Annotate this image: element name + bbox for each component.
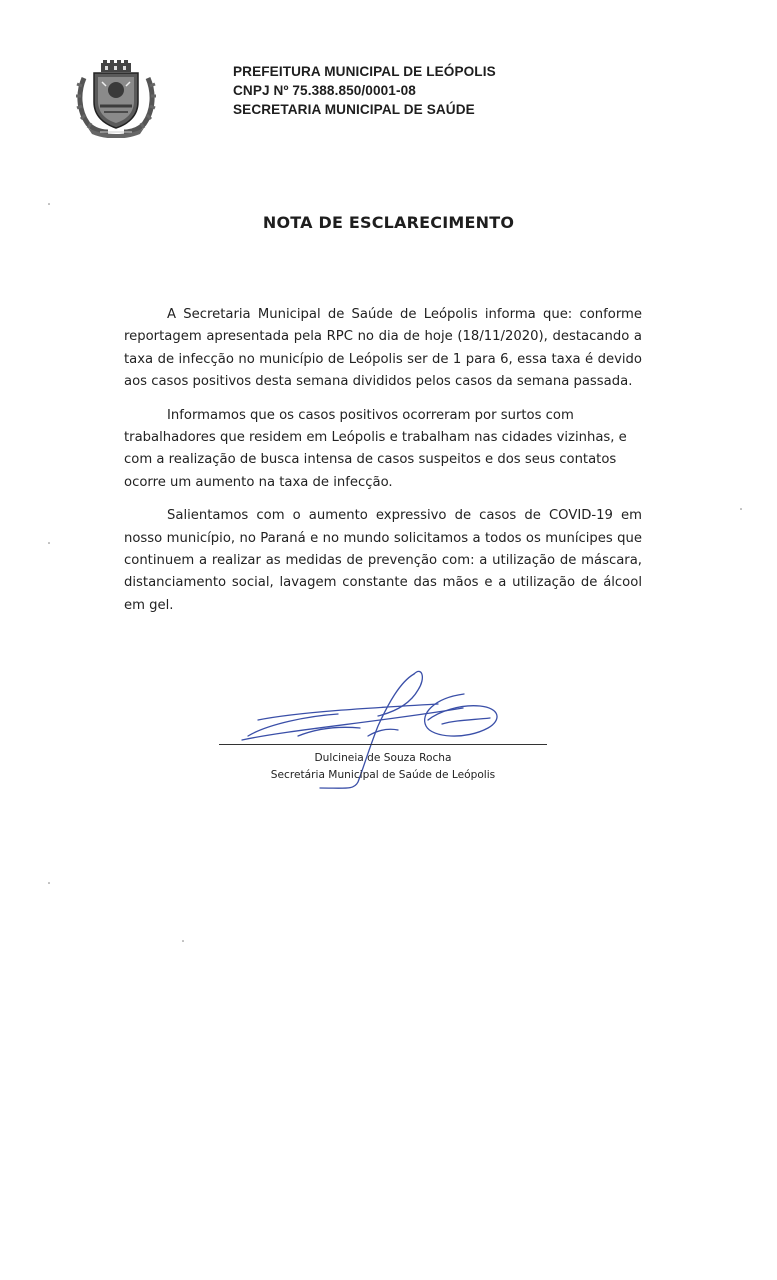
scan-speck [740,508,742,510]
letterhead-department: SECRETARIA MUNICIPAL DE SAÚDE [233,102,475,117]
municipal-coat-of-arms-icon [74,60,158,138]
document-title: NOTA DE ESCLARECIMENTO [262,213,515,232]
body-paragraph: Informamos que os casos positivos ocorreram por surtos com trabalhadores que residem em Leópolis e trabalham nas cidades vizinhas, e com a realização de busca intensa de casos suspeitos e dos seus contatos ocorre um aumento na taxa de infecção. [124,407,627,490]
signer-name: Dulcineia de Souza Rocha [314,752,452,764]
body-paragraph: Salientamos com o aumento expressivo de casos de COVID-19 em nosso município, no Paraná e no mundo solicitamos a todos os munícipes que continuem a realizar as medidas de prevenção com: a utilização de máscara, distanciamento social, lavagem constante das mãos e a utilização de álcool em gel. [124,508,642,613]
scan-speck [48,203,50,205]
letterhead [233,62,496,119]
signer-block [219,750,547,784]
document-body [124,304,642,628]
letterhead-municipality: PREFEITURA MUNICIPAL DE LEÓPOLIS [233,64,496,79]
body-paragraph: A Secretaria Municipal de Saúde de Leópolis informa que: conforme reportagem apresentada pela RPC no dia de hoje (18/11/2020), destacando a taxa de infecção no município de Leópolis ser de 1 para 6, essa taxa é devido aos casos positivos desta semana divididos pelos casos da semana passada. [124,307,642,390]
signature-line [219,744,547,745]
letterhead-cnpj: CNPJ Nº 75.388.850/0001-08 [233,83,416,98]
signer-role: Secretária Municipal de Saúde de Leópolis [270,769,496,781]
scan-speck [182,940,184,942]
scan-speck [48,542,50,544]
scan-speck [48,882,50,884]
